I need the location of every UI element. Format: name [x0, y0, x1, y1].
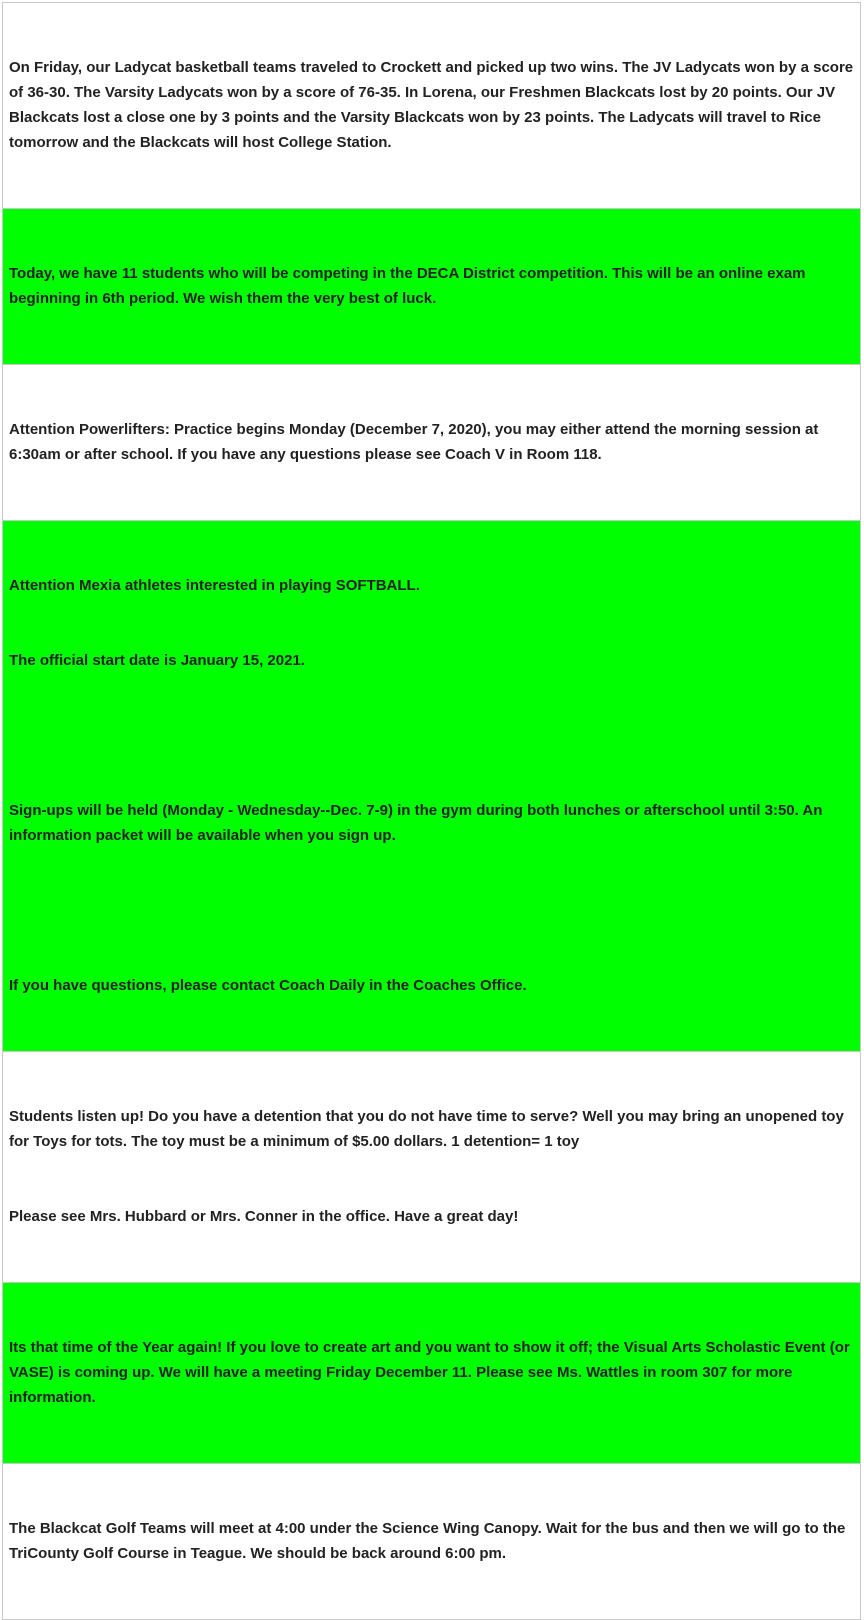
announcement-text: On Friday, our Ladycat basketball teams traveled to Crockett and picked up two wins. The JV Ladycats won by a score of 36-30. The Varsity Ladycats won by a score of 76-35. In Lorena, our Freshmen Blackcats lost by 20 points. Our JV Blackcats lost a close one by 3 points and the Varsity Blackcats won by 23 points. The Ladycats will travel to Rice tomorrow and the Blackcats will host College Station. [9, 59, 858, 151]
announcement-blank-line [9, 898, 854, 923]
announcement-text: Please see Mrs. Hubbard or Mrs. Conner in the office. Have a great day! [9, 1208, 519, 1225]
announcements-table [2, 2, 861, 1620]
announcement-toys-for-tots [3, 1052, 860, 1283]
announcement-text: Attention Powerlifters: Practice begins Monday (December 7, 2020), you may either attend the morning session at 6:30am or after school. If you have any questions please see Coach V in Room 118. [9, 421, 823, 463]
announcement-vase [3, 1283, 860, 1464]
announcement-text: The official start date is January 15, 2021. [9, 652, 305, 669]
announcement-powerlifting [3, 365, 860, 521]
announcement-blank-line [9, 723, 854, 748]
announcement-text: Sign-ups will be held (Monday - Wednesday--Dec. 7-9) in the gym during both lunches or afterschool until 3:50. An information packet will be available when you sign up. [9, 802, 827, 844]
announcement-basketball [3, 3, 860, 209]
announcement-text: Attention Mexia athletes interested in playing SOFTBALL. [9, 577, 420, 594]
announcement-text: If you have questions, please contact Coach Daily in the Coaches Office. [9, 977, 527, 994]
announcement-text: Its that time of the Year again! If you love to create art and you want to show it off; the Visual Arts Scholastic Event (or VASE) is coming up. We will have a meeting Friday December 11. Please see Ms. Wattles in room 307 for more information. [9, 1339, 854, 1406]
announcement-text: The Blackcat Golf Teams will meet at 4:00 under the Science Wing Canopy. Wait for the bus and then we will go to the TriCounty Golf Course in Teague. We should be back around 6:00 pm. [9, 1520, 850, 1562]
announcement-text: Today, we have 11 students who will be competing in the DECA District competition. This will be an online exam beginning in 6th period. We wish them the very best of luck. [9, 265, 810, 307]
announcement-softball [3, 521, 860, 1052]
announcement-golf [3, 1464, 860, 1619]
announcement-deca [3, 209, 860, 365]
announcement-text: Students listen up! Do you have a detention that you do not have time to serve? Well you may bring an unopened toy for Toys for tots. The toy must be a minimum of $5.00 dollars. 1 detention= 1 toy [9, 1108, 848, 1150]
